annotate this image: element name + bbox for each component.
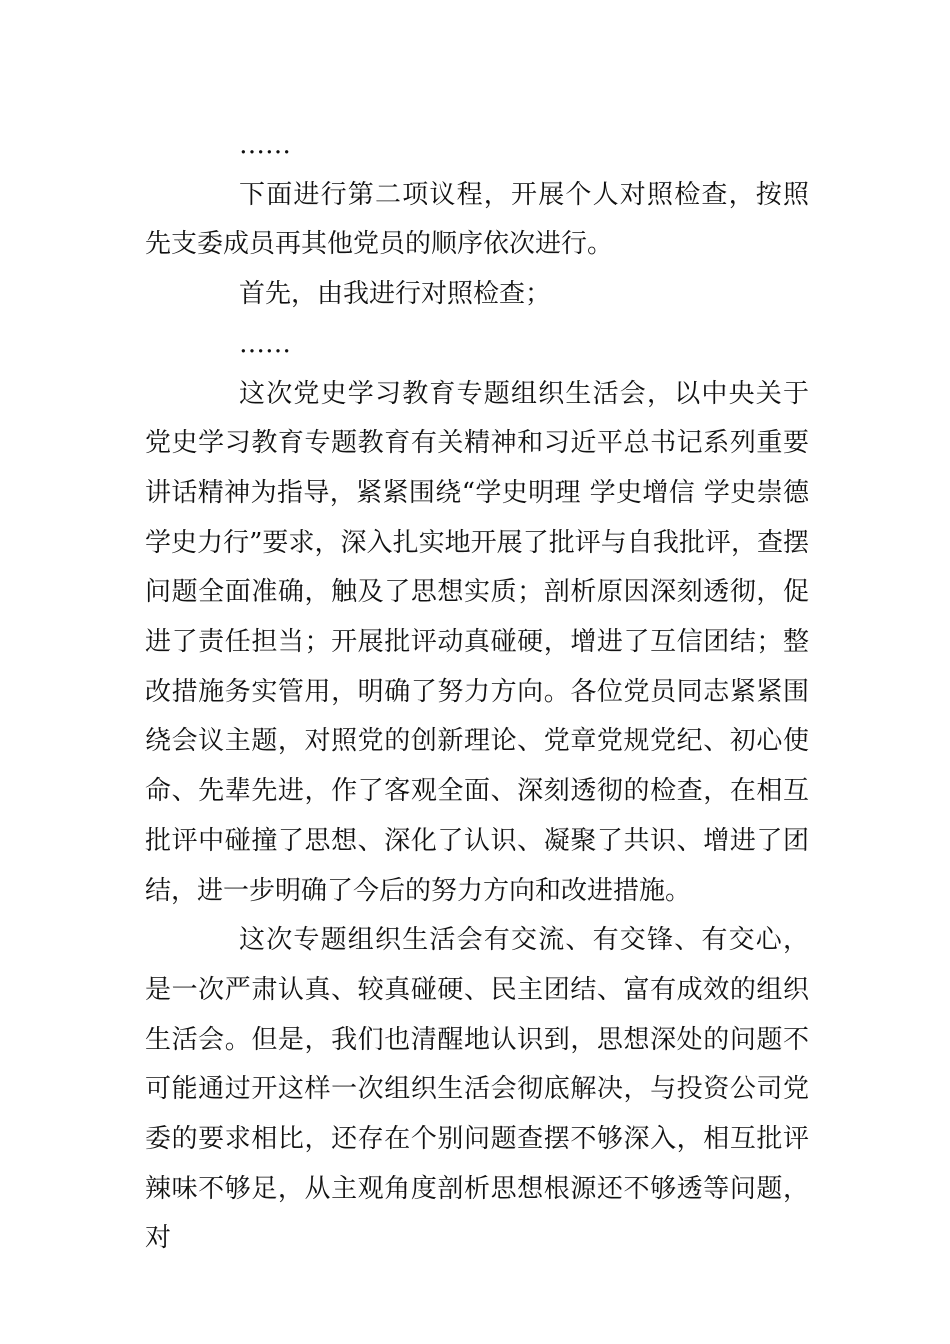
- ellipsis-paragraph-1: ……: [239, 130, 291, 160]
- self-check-paragraph: 首先，由我进行对照检查；: [239, 279, 552, 310]
- ellipsis-paragraph-2: ……: [239, 328, 291, 359]
- document-body: [145, 121, 809, 1264]
- agenda-paragraph: 下面进行第二项议程，开展个人对照检查，按照先支委成员再其他党员的顺序依次进行。: [145, 179, 809, 260]
- assessment-paragraph: 这次专题组织生活会有交流、有交锋、有交心，是一次严肃认真、较真碰硬、民主团结、富有成效的组织生活会。但是，我们也清醒地认识到，思想深处的问题不可能通过开这样一次组织生活会彻底解决，与投资公司党委的要求相比，还存在个别问题查摆不够深入，相互批评辣味不够足，从主观角度剖析思想根源还不够透等问题，对: [145, 925, 809, 1254]
- summary-paragraph: 这次党史学习教育专题组织生活会，以中央关于党史学习教育专题教育有关精神和习近平总书记系列重要讲话精神为指导，紧紧围绕“学史明理 学史增信 学史崇德 学史力行”要求，深入扎实地开展了批评与自我批评，查摆问题全面准确，触及了思想实质；剖析原因深刻透彻，促进了责任担当；开展批评动真碰硬，增进了互信团结；整改措施务实管用，明确了努力方向。各位党员同志紧紧围绕会议主题，对照党的创新理论、党章党规党纪、初心使命、先辈先进，作了客观全面、深刻透彻的检查，在相互批评中碰撞了思想、深化了认识、凝聚了共识、增进了团结，进一步明确了今后的努力方向和改进措施。: [145, 378, 809, 906]
